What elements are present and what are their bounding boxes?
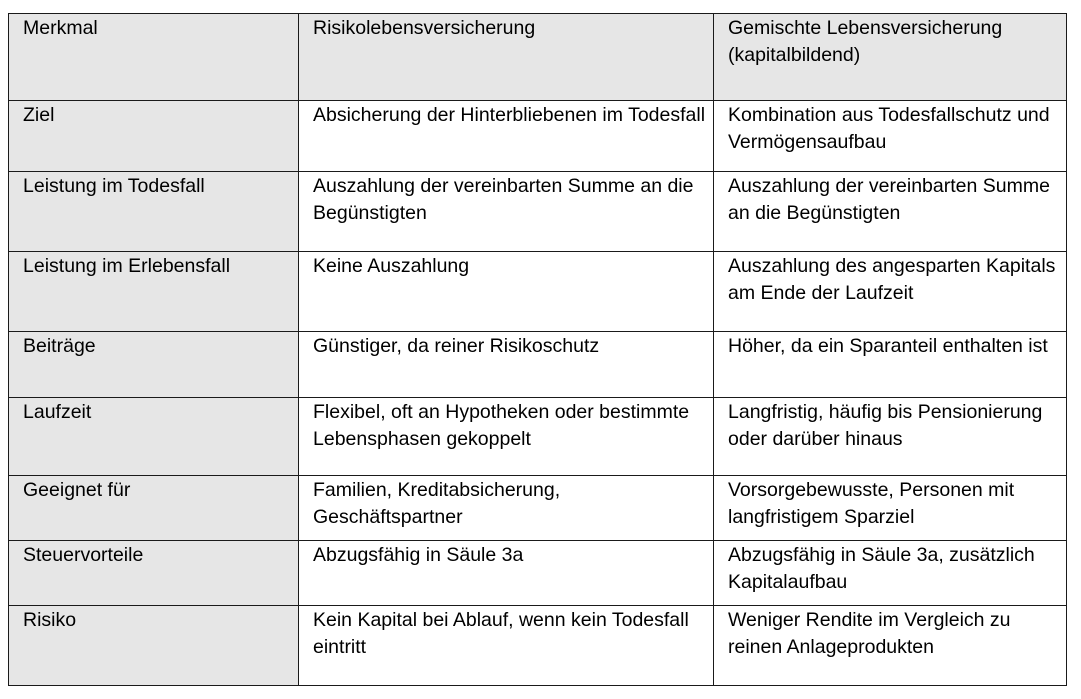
- row-label: Geeignet für: [9, 476, 299, 541]
- table-row: [9, 398, 1067, 476]
- comparison-table: [8, 13, 1067, 686]
- header-cell-feature: Merkmal: [9, 14, 299, 101]
- mixed-life-cell: Höher, da ein Sparanteil enthalten ist: [714, 332, 1067, 398]
- mixed-life-cell: Langfristig, häufig bis Pensionierung oder darüber hinaus: [714, 398, 1067, 476]
- row-label: Beiträge: [9, 332, 299, 398]
- table-row: [9, 476, 1067, 541]
- term-life-cell: Abzugsfähig in Säule 3a: [299, 541, 714, 606]
- term-life-cell: Auszahlung der vereinbarten Summe an die Begünstigten: [299, 172, 714, 252]
- table-header: [9, 14, 1067, 101]
- row-label: Leistung im Erlebensfall: [9, 252, 299, 332]
- mixed-life-cell: Auszahlung des angesparten Kapitals am Ende der Laufzeit: [714, 252, 1067, 332]
- term-life-cell: Kein Kapital bei Ablauf, wenn kein Todesfall eintritt: [299, 606, 714, 686]
- header-cell-term-life: Risikolebensversicherung: [299, 14, 714, 101]
- row-label: Steuervorteile: [9, 541, 299, 606]
- table-row: [9, 541, 1067, 606]
- header-row: [9, 14, 1067, 101]
- mixed-life-cell: Vorsorgebewusste, Personen mit langfristigem Sparziel: [714, 476, 1067, 541]
- term-life-cell: Günstiger, da reiner Risikoschutz: [299, 332, 714, 398]
- term-life-cell: Keine Auszahlung: [299, 252, 714, 332]
- term-life-cell: Flexibel, oft an Hypotheken oder bestimmte Lebensphasen gekoppelt: [299, 398, 714, 476]
- mixed-life-cell: Abzugsfähig in Säule 3a, zusätzlich Kapitalaufbau: [714, 541, 1067, 606]
- table-row: [9, 332, 1067, 398]
- table-body: [9, 101, 1067, 686]
- table-row: [9, 606, 1067, 686]
- row-label: Risiko: [9, 606, 299, 686]
- term-life-cell: Absicherung der Hinterbliebenen im Todesfall: [299, 101, 714, 172]
- header-cell-mixed-life: Gemischte Lebensversicherung (kapitalbildend): [714, 14, 1067, 101]
- table-row: [9, 172, 1067, 252]
- term-life-cell: Familien, Kreditabsicherung, Geschäftspartner: [299, 476, 714, 541]
- row-label: Leistung im Todesfall: [9, 172, 299, 252]
- row-label: Laufzeit: [9, 398, 299, 476]
- row-label: Ziel: [9, 101, 299, 172]
- mixed-life-cell: Weniger Rendite im Vergleich zu reinen Anlageprodukten: [714, 606, 1067, 686]
- table-row: [9, 101, 1067, 172]
- mixed-life-cell: Auszahlung der vereinbarten Summe an die Begünstigten: [714, 172, 1067, 252]
- mixed-life-cell: Kombination aus Todesfallschutz und Vermögensaufbau: [714, 101, 1067, 172]
- table-row: [9, 252, 1067, 332]
